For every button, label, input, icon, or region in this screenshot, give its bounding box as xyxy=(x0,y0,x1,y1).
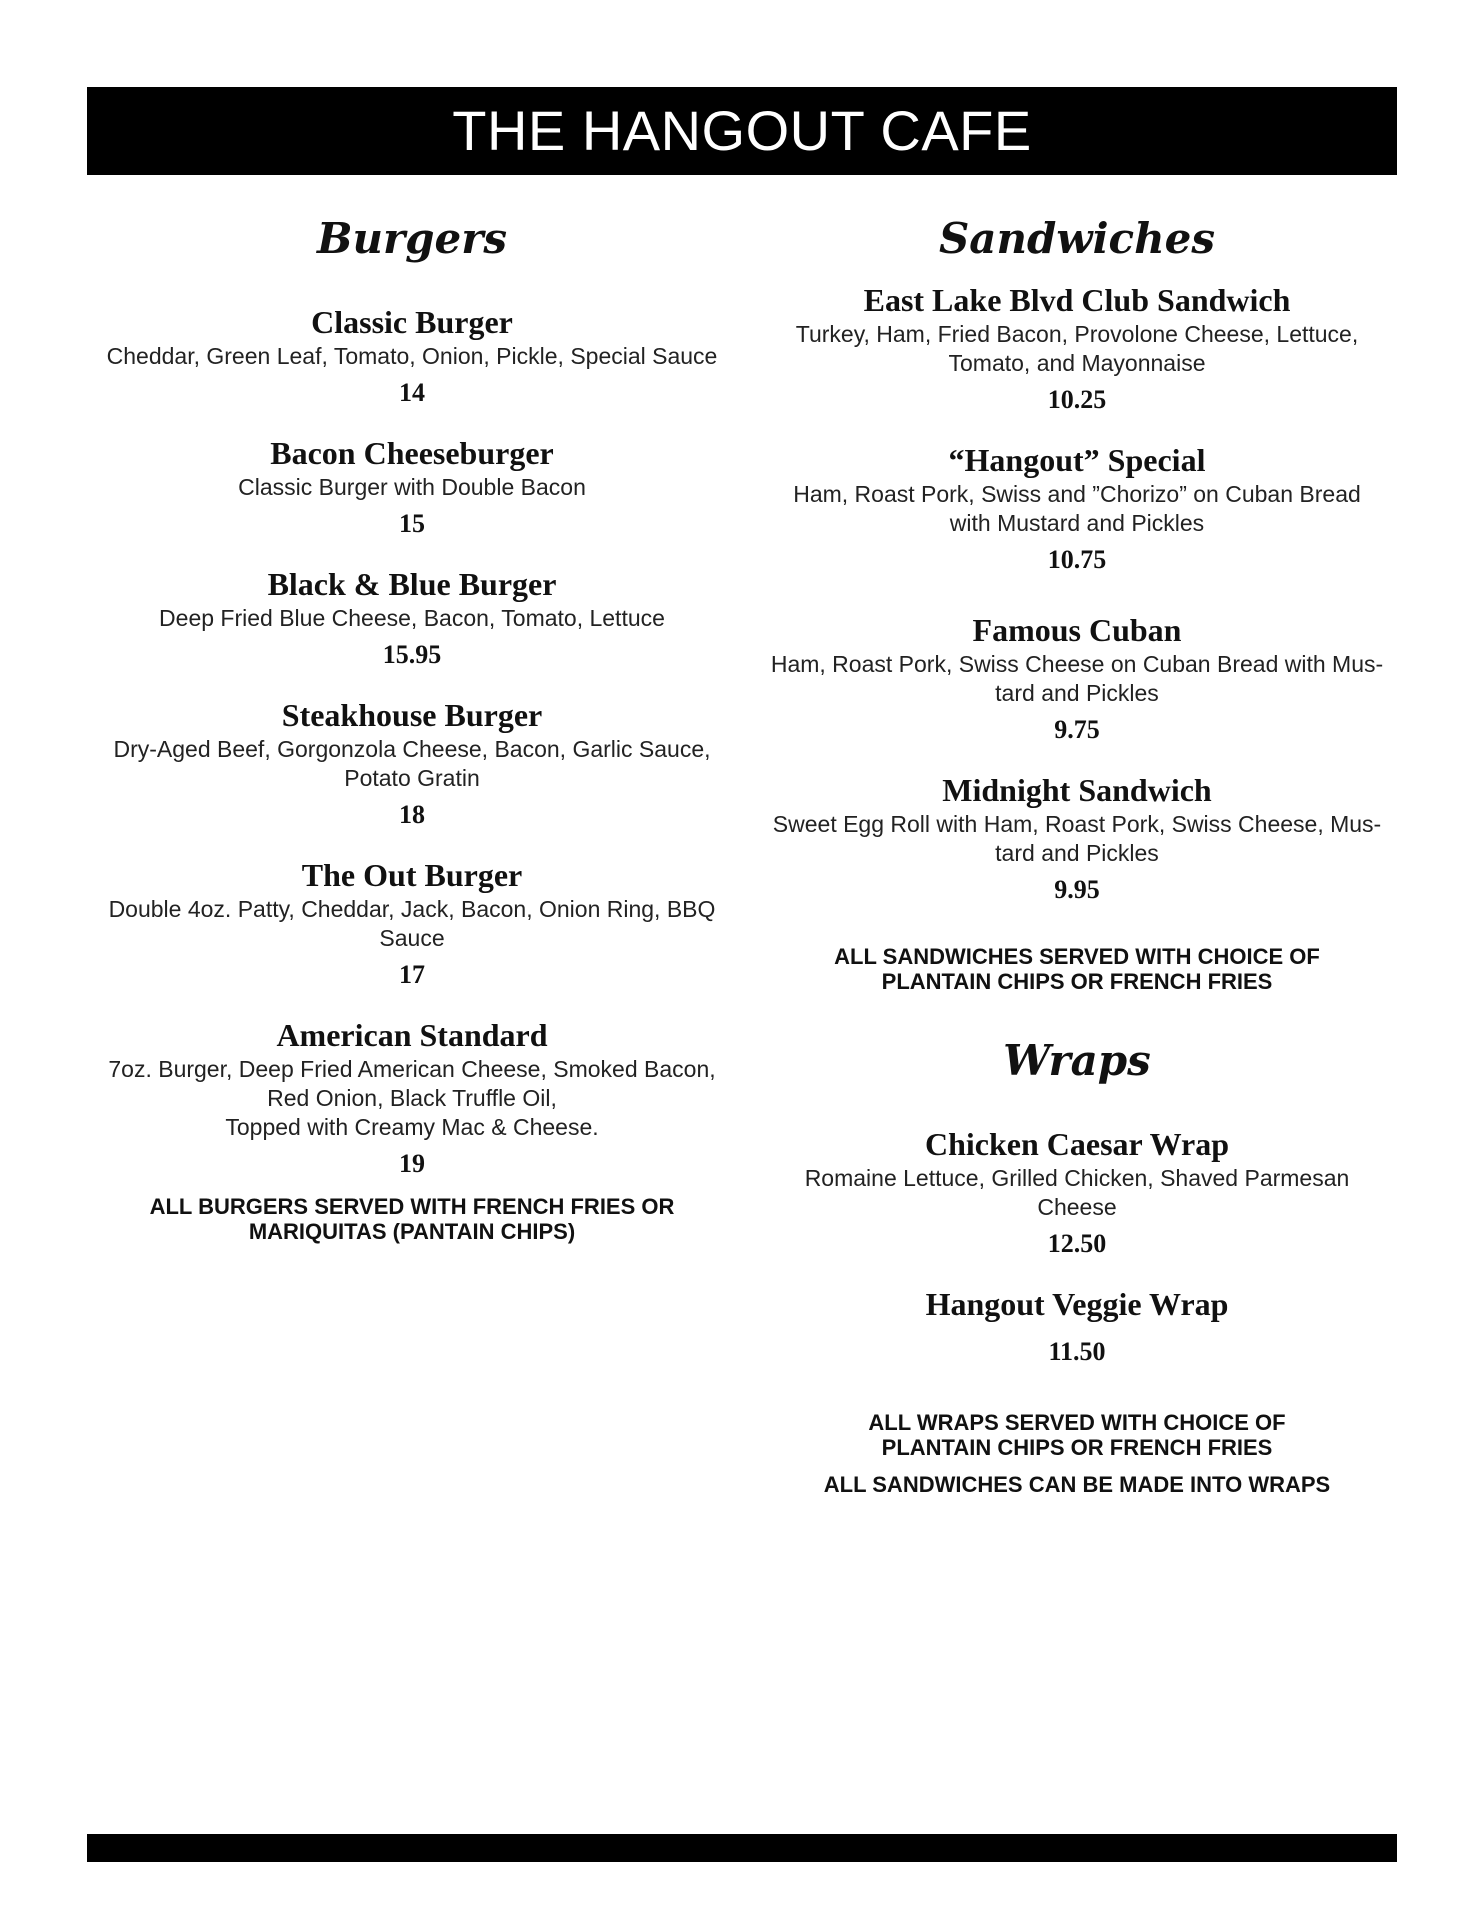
item-name: East Lake Blvd Club Sandwich xyxy=(863,282,1291,318)
item-description: Double 4oz. Patty, Cheddar, Jack, Bacon, Onion Ring, BBQ Sauce xyxy=(108,896,716,951)
burgers-note: ALL BURGERS SERVED WITH FRENCH FRIES OR MARIQUITAS (PANTAIN CHIPS) xyxy=(149,1194,675,1244)
item-name: Hangout Veggie Wrap xyxy=(925,1286,1229,1322)
sandwiches-note: ALL SANDWICHES SERVED WITH CHOICE OF PLANTAIN CHIPS OR FRENCH FRIES xyxy=(834,944,1320,994)
item-price: 11.50 xyxy=(1048,1337,1106,1366)
item-price: 14 xyxy=(399,378,425,407)
item-name: Chicken Caesar Wrap xyxy=(924,1126,1230,1162)
page-title: THE HANGOUT CAFE xyxy=(87,87,1397,175)
item-price: 15 xyxy=(399,509,425,538)
item-price: 12.50 xyxy=(1047,1229,1107,1258)
item-name: The Out Burger xyxy=(301,857,523,893)
menu-item xyxy=(757,1284,1397,1370)
item-description: Romaine Lettuce, Grilled Chicken, Shaved Parmesan Cheese xyxy=(804,1165,1350,1220)
menu-item xyxy=(87,1015,737,1182)
item-name: Steakhouse Burger xyxy=(281,697,543,733)
menu-item xyxy=(87,855,737,993)
menu-item xyxy=(757,770,1397,908)
item-price: 10.75 xyxy=(1047,545,1107,574)
item-description: Ham, Roast Pork, Swiss and ”Chorizo” on Cuban Bread with Mustard and Pickles xyxy=(793,481,1361,536)
section-title-sandwiches: Sandwiches xyxy=(938,214,1216,263)
menu-item xyxy=(757,280,1397,418)
item-description: Ham, Roast Pork, Swiss Cheese on Cuban Bread with Mus- tard and Pickles xyxy=(770,651,1384,706)
item-price: 9.75 xyxy=(1054,715,1100,744)
menu-item xyxy=(87,433,737,542)
wraps-note: ALL WRAPS SERVED WITH CHOICE OF PLANTAIN CHIPS OR FRENCH FRIES xyxy=(868,1410,1286,1460)
menu-item xyxy=(87,564,737,673)
item-description: 7oz. Burger, Deep Fried American Cheese, Smoked Bacon, Red Onion, Black Truffle Oil, Topped with Creamy Mac & Cheese. xyxy=(108,1056,716,1140)
item-price: 10.25 xyxy=(1047,385,1107,414)
footer-bar xyxy=(87,1834,1397,1862)
sandwiches-section xyxy=(757,210,1397,1497)
item-price: 19 xyxy=(399,1149,425,1178)
menu-item xyxy=(757,1124,1397,1262)
item-description: Sweet Egg Roll with Ham, Roast Pork, Swiss Cheese, Mus- tard and Pickles xyxy=(772,811,1382,866)
menu-item xyxy=(757,440,1397,578)
item-name: Famous Cuban xyxy=(972,612,1182,648)
menu-item xyxy=(757,610,1397,748)
item-description: Turkey, Ham, Fried Bacon, Provolone Cheese, Lettuce, Tomato, and Mayonnaise xyxy=(795,321,1359,376)
item-description: Dry-Aged Beef, Gorgonzola Cheese, Bacon, Garlic Sauce, Potato Gratin xyxy=(113,736,711,791)
item-price: 17 xyxy=(399,960,425,989)
item-name: Bacon Cheeseburger xyxy=(270,435,554,471)
item-description: Classic Burger with Double Bacon xyxy=(238,474,586,500)
section-title-burgers: Burgers xyxy=(316,214,508,263)
item-name: “Hangout” Special xyxy=(948,442,1206,478)
burgers-section xyxy=(87,210,737,1244)
menu-item xyxy=(87,695,737,833)
item-name: Midnight Sandwich xyxy=(942,772,1212,808)
item-price: 9.95 xyxy=(1054,875,1100,904)
item-price: 18 xyxy=(399,800,425,829)
item-description: Deep Fried Blue Cheese, Bacon, Tomato, Lettuce xyxy=(159,605,665,631)
item-price: 15.95 xyxy=(382,640,442,669)
item-description: Cheddar, Green Leaf, Tomato, Onion, Pickle, Special Sauce xyxy=(106,343,718,369)
item-name: American Standard xyxy=(276,1017,548,1053)
item-name: Classic Burger xyxy=(311,304,513,340)
wraps-note-2: ALL SANDWICHES CAN BE MADE INTO WRAPS xyxy=(823,1472,1331,1497)
menu-item xyxy=(87,302,737,411)
section-title-wraps: Wraps xyxy=(1003,1036,1151,1085)
item-name: Black & Blue Burger xyxy=(267,566,557,602)
